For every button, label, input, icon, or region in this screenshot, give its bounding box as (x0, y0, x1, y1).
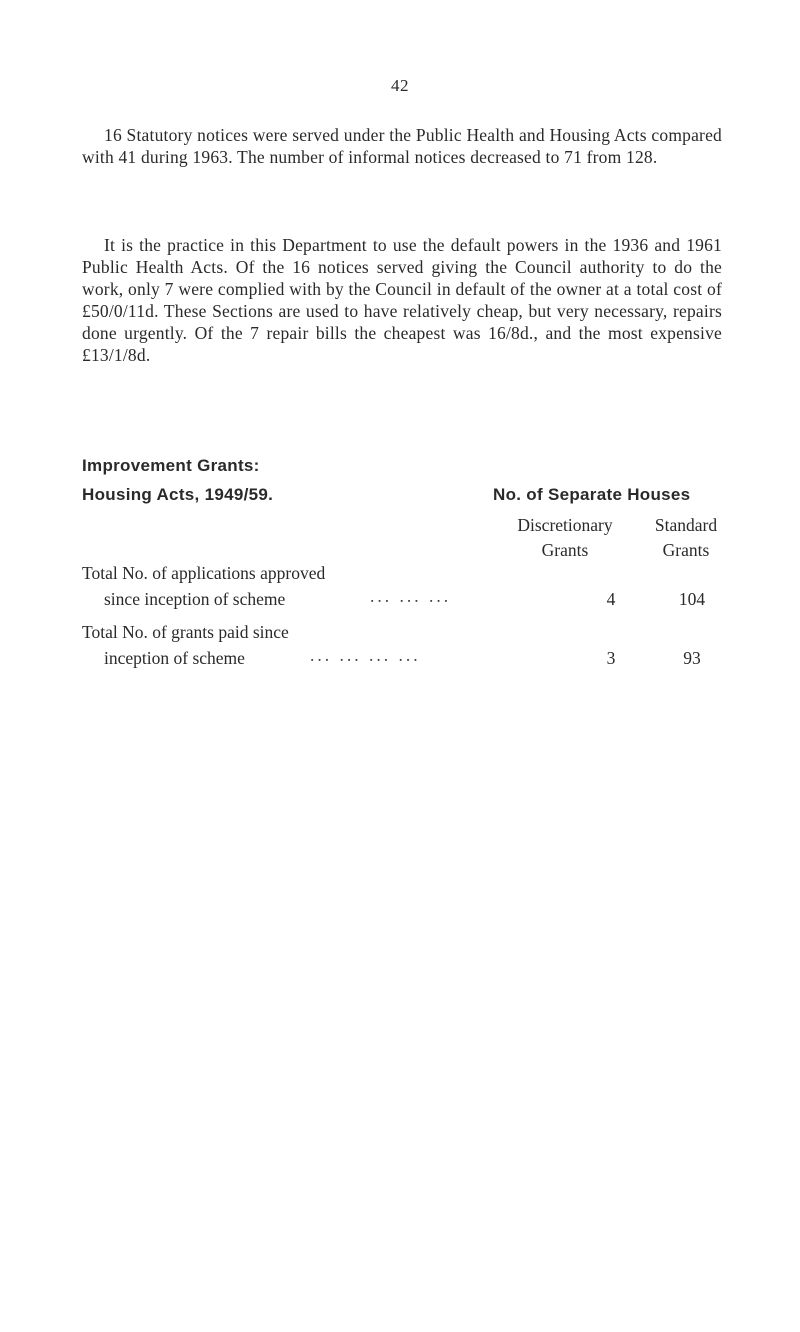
section-heading-improvement-grants: Improvement Grants: (82, 456, 260, 475)
column-header-line: Standard (654, 515, 718, 535)
columns-heading-separate-houses: No. of Separate Houses (493, 485, 691, 504)
paragraph-default-powers: It is the practice in this Department to use the default powers in the 1936 and 1961 Public Health Acts. Of the 16 notices served giving the Council authority to do the work, only 7 were complied with by the Council in default of the owner at a total cost of £50/0/11d. These Sections are used to have relatively cheap, but very necessary, repairs done urgently. Of the 7 repair bills the cheapest was 16/8d., and the most expensive £13/1/8d. (82, 235, 722, 365)
column-header-line: Grants (662, 540, 710, 560)
row-label-line: inception of scheme (104, 648, 245, 668)
row-label-line: since inception of scheme (104, 589, 286, 609)
cell-applications-discretionary: 4 (606, 589, 616, 609)
paragraph-statutory-notices: 16 Statutory notices were served under the Public Health and Housing Acts compared with 41 during 1963. The number of informal notices decreased to 71 from 128. (82, 125, 722, 167)
row-label-line: Total No. of grants paid since (82, 622, 289, 642)
row-label-line: Total No. of applications approved (82, 563, 326, 583)
column-header-discretionary (500, 513, 630, 563)
dot-leader: ... ... ... (370, 586, 452, 606)
cell-grants-paid-standard: 93 (683, 648, 701, 668)
row-label-applications-approved (82, 560, 325, 612)
dot-leader: ... ... ... ... (310, 645, 421, 665)
column-header-line: Grants (541, 540, 589, 560)
row-label-grants-paid (82, 619, 289, 671)
column-header-standard (640, 513, 732, 563)
page-number: 42 (391, 76, 409, 95)
column-header-line: Discretionary (517, 515, 613, 535)
subheading-housing-acts: Housing Acts, 1949/59. (82, 485, 274, 504)
cell-grants-paid-discretionary: 3 (606, 648, 616, 668)
cell-applications-standard: 104 (678, 589, 706, 609)
